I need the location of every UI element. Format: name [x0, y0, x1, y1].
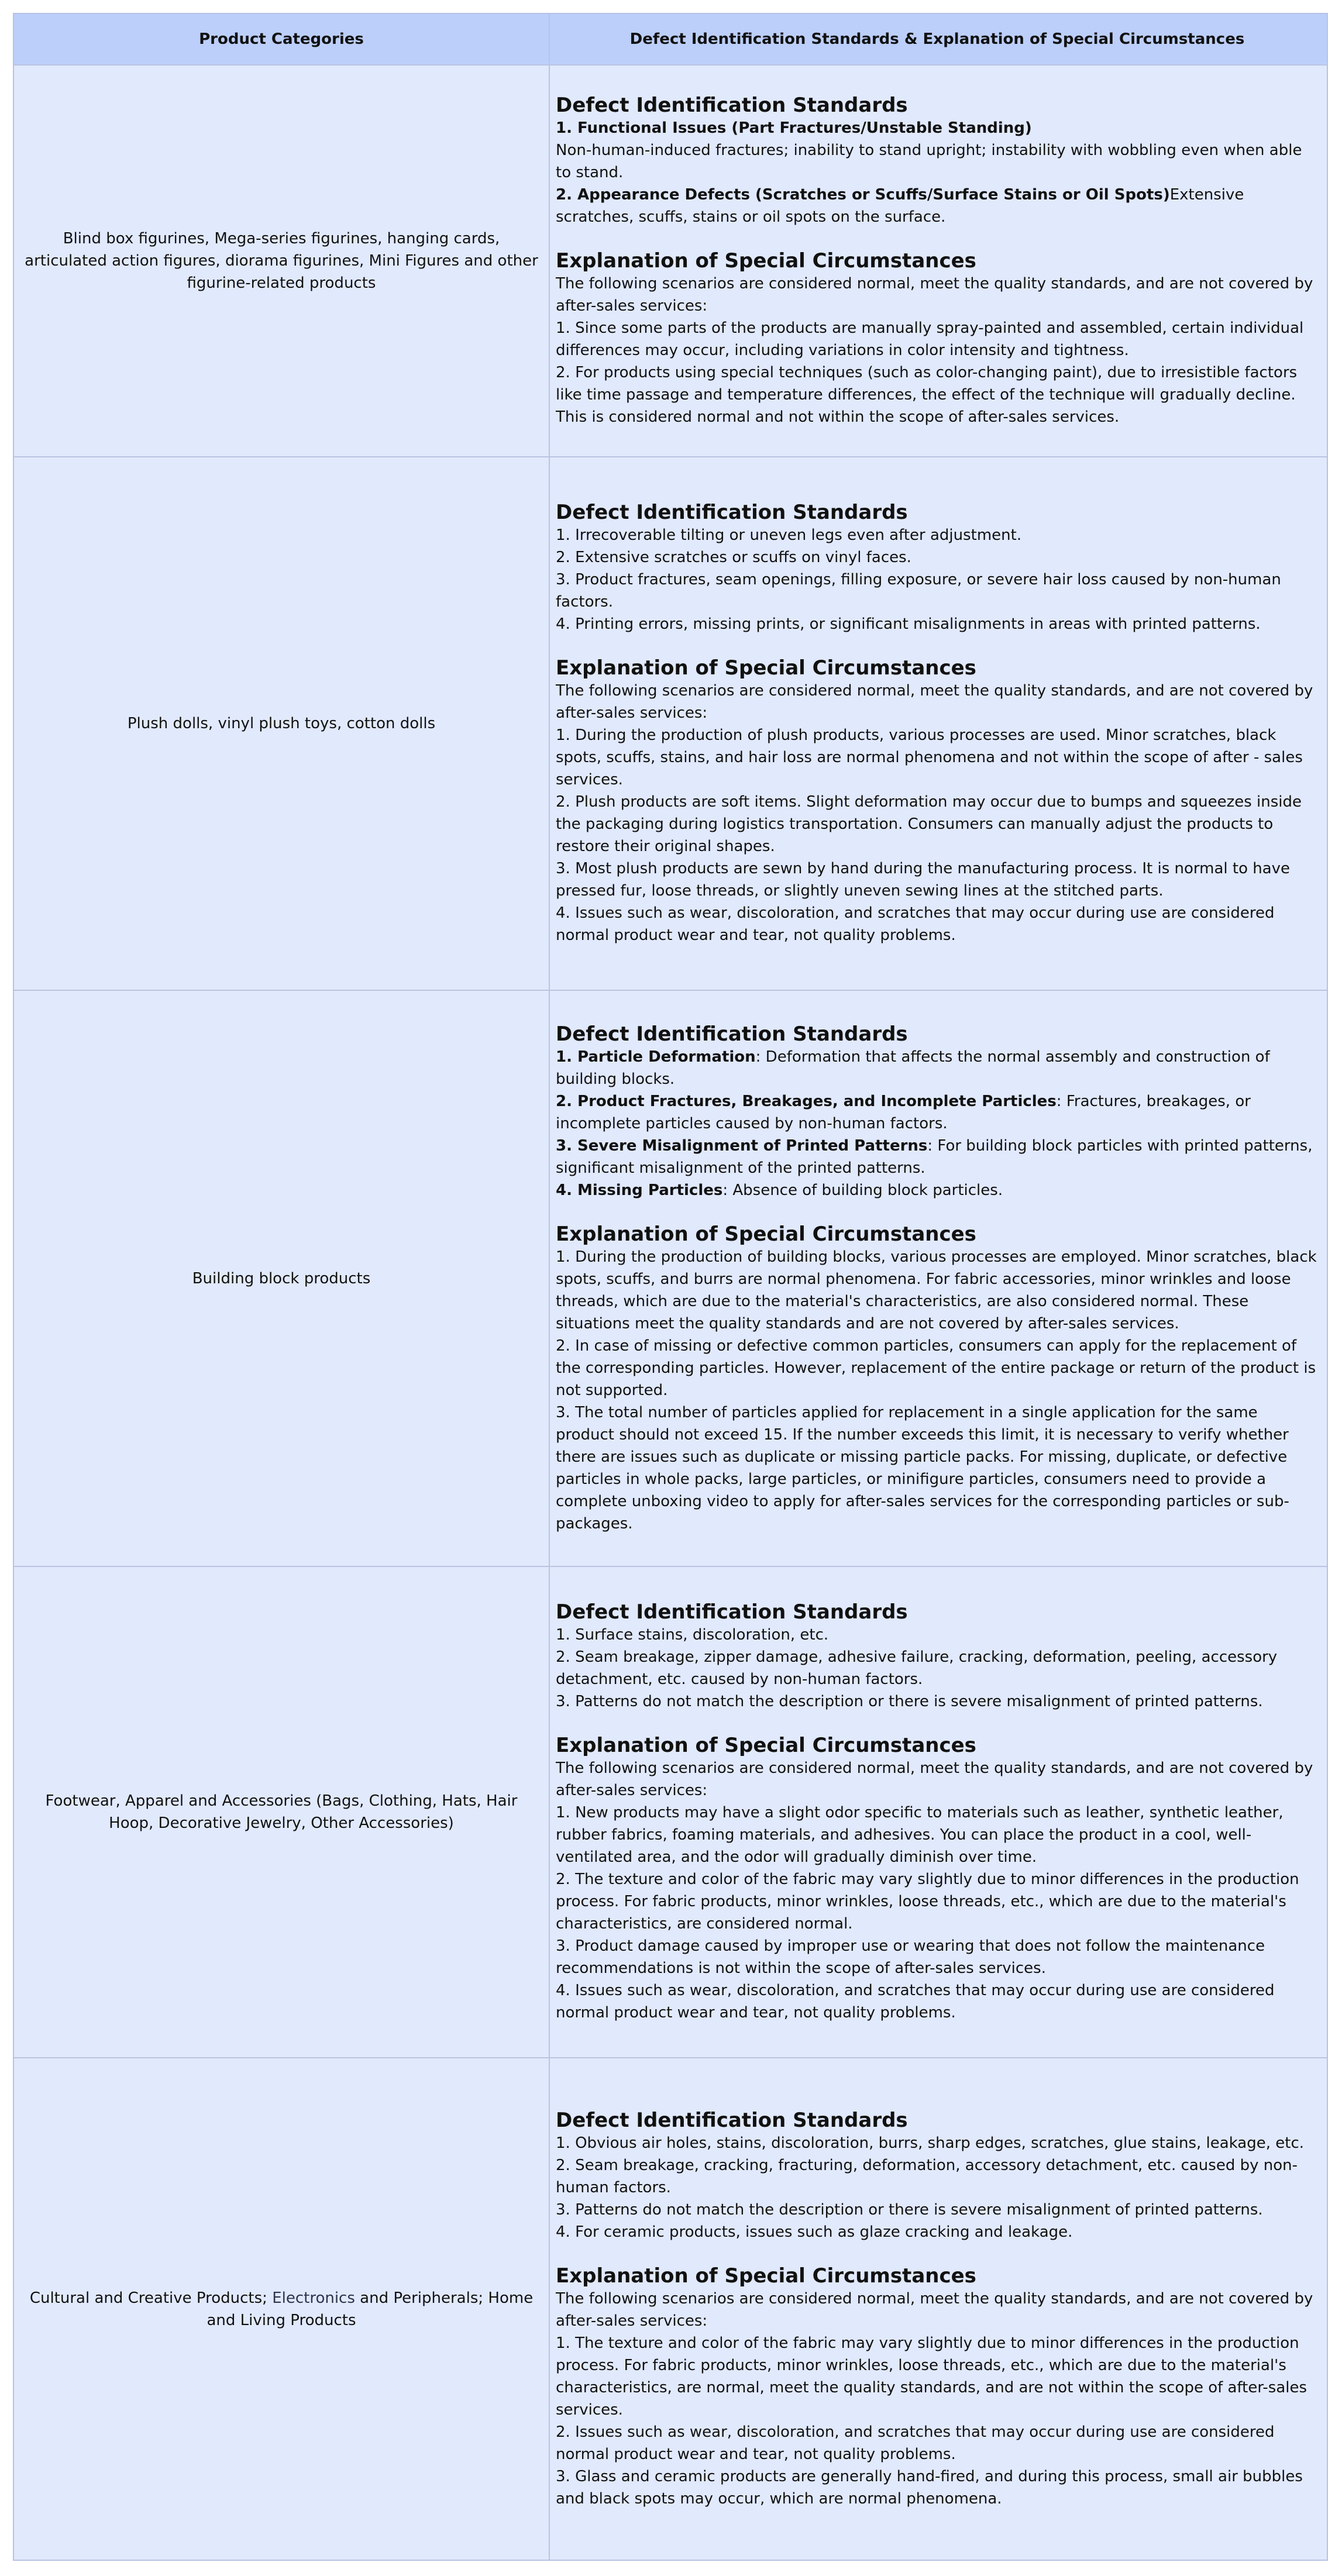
special-line: 1. New products may have a slight odor specific to materials such as leather, synthetic leather, rubber fabrics, foaming materials, and adhesives. You can place the product in a cool, well-ventilated area, and the odor will gradually diminish over time. — [556, 1804, 1283, 1866]
table-row — [14, 1567, 1327, 2058]
defect-line — [556, 1135, 1319, 1179]
defect-line: 4. For ceramic products, issues such as glaze cracking and leakage. — [556, 2223, 1073, 2241]
special-circumstances-heading: Explanation of Special Circumstances — [556, 1734, 976, 1757]
defect-line-bold: 1. Functional Issues (Part Fractures/Unstable Standing) — [556, 119, 1032, 137]
category-text — [22, 2287, 541, 2332]
table-row — [14, 991, 1327, 1567]
category-cell: Plush dolls, vinyl plush toys, cotton dolls — [14, 457, 550, 990]
header-product-categories: Product Categories — [14, 14, 550, 64]
defect-line-text: : For building block particles with printed patterns, significant misalignment of the printed patterns. — [556, 1137, 1313, 1177]
defect-line: 1. Irrecoverable tilting or uneven legs even after adjustment. — [556, 526, 1022, 544]
category-cell: Building block products — [14, 991, 550, 1566]
defect-line: 2. Seam breakage, zipper damage, adhesive failure, cracking, deformation, peeling, accessory detachment, etc. caused by non-human factors. — [556, 1648, 1278, 1688]
special-line: The following scenarios are considered normal, meet the quality standards, and are not covered by after-sales services: — [556, 682, 1313, 722]
defect-line-bold: 2. Product Fractures, Breakages, and Incomplete Particles — [556, 1092, 1057, 1110]
defect-line: 2. Seam breakage, cracking, fracturing, deformation, accessory detachment, etc. caused by non-human factors. — [556, 2156, 1298, 2196]
defect-standards-heading: Defect Identification Standards — [556, 1600, 908, 1624]
defect-line-bold: 2. Appearance Defects (Scratches or Scuffs/Surface Stains or Oil Spots) — [556, 186, 1170, 204]
defect-standards-heading: Defect Identification Standards — [556, 501, 908, 524]
defect-line — [556, 1090, 1319, 1135]
category-text-part-electronics: Electronics — [272, 2289, 355, 2307]
defect-line-text: : Fractures, breakages, or incomplete particles caused by non-human factors. — [556, 1092, 1251, 1132]
special-circumstances-heading: Explanation of Special Circumstances — [556, 1222, 976, 1246]
defect-line: 3. Patterns do not match the description or there is severe misalignment of printed patterns. — [556, 2200, 1263, 2219]
category-text-part: and Peripherals; Home and Living Products — [207, 2289, 534, 2329]
defect-standards-heading: Defect Identification Standards — [556, 94, 908, 117]
special-line: 3. The total number of particles applied for replacement in a single application for the same product should not exceed 15. If the number exceeds this limit, it is necessary to verify whether there are issues such as duplicate or missing particle packs. For missing, duplicate, or defective particles in whole packs, large particles, or minifigure particles, consumers need to provide a complete unboxing video to apply for after-sales services for the corresponding particles or sub-packages. — [556, 1403, 1289, 1532]
defect-line — [556, 117, 1319, 139]
defect-standards-heading: Defect Identification Standards — [556, 1022, 908, 1046]
special-line: 1. The texture and color of the fabric may vary slightly due to minor differences in the production process. For fabric products, minor wrinkles, loose threads, etc., which are due to the material's characteristics, are normal, meet the quality standards, and are not within the scope of after-sales services. — [556, 2334, 1307, 2419]
defect-standards-heading: Defect Identification Standards — [556, 2108, 908, 2132]
special-line: 1. During the production of building blocks, various processes are employed. Minor scratches, black spots, scuffs, and burrs are normal phenomena. For fabric accessories, minor wrinkles and loose threads, which are due to the material's characteristics, are also considered normal. These situations meet the quality standards and are not covered by after-sales services. — [556, 1248, 1317, 1332]
standards-cell — [550, 1567, 1327, 2057]
special-circumstances-heading: Explanation of Special Circumstances — [556, 2264, 976, 2288]
special-line: 2. The texture and color of the fabric may vary slightly due to minor differences in the production process. For fabric products, minor wrinkles, loose threads, etc., which are due to the material's characteristics, are considered normal. — [556, 1871, 1299, 1933]
defect-line — [556, 139, 1319, 184]
defect-line: 3. Product fractures, seam openings, filling exposure, or severe hair loss caused by non-human factors. — [556, 571, 1281, 611]
defect-line: 4. Printing errors, missing prints, or significant misalignments in areas with printed patterns. — [556, 615, 1261, 633]
defect-line-text: Extensive scratches, scuffs, stains or oil spots on the surface. — [556, 186, 1244, 226]
category-text-part: Cultural and Creative Products; — [29, 2289, 273, 2307]
category-cell: Footwear, Apparel and Accessories (Bags, Clothing, Hats, Hair Hoop, Decorative Jewelry, Other Accessories) — [14, 1567, 550, 2057]
special-circumstances-heading: Explanation of Special Circumstances — [556, 656, 976, 680]
special-circumstances-heading: Explanation of Special Circumstances — [556, 249, 976, 273]
special-line: 3. Product damage caused by improper use or wearing that does not follow the maintenance recommendations is not within the scope of after-sales services. — [556, 1937, 1265, 1977]
special-line: The following scenarios are considered normal, meet the quality standards, and are not covered by after-sales services: — [556, 275, 1313, 315]
defect-line-text: : Absence of building block particles. — [722, 1181, 1003, 1199]
standards-cell — [550, 2058, 1327, 2560]
category-cell — [14, 2058, 550, 2560]
special-line: 3. Most plush products are sewn by hand during the manufacturing process. It is normal to have pressed fur, loose threads, or slightly uneven sewing lines at the stitched parts. — [556, 860, 1291, 900]
defect-line — [556, 184, 1319, 228]
defect-line — [556, 1046, 1319, 1090]
defect-line: 1. Surface stains, discoloration, etc. — [556, 1626, 829, 1644]
special-line: 3. Glass and ceramic products are generally hand-fired, and during this process, small air bubbles and black spots may occur, which are normal phenomena. — [556, 2467, 1303, 2508]
table-row — [14, 457, 1327, 991]
header-defect-standards: Defect Identification Standards & Explanation of Special Circumstances — [629, 30, 1245, 48]
special-line: 2. Plush products are soft items. Slight deformation may occur due to bumps and squeezes inside the packaging during logistics transportation. Consumers can manually adjust the products to restore their original shapes. — [556, 793, 1302, 855]
special-line: The following scenarios are considered normal, meet the quality standards, and are not covered by after-sales services: — [556, 2289, 1313, 2330]
special-line: 4. Issues such as wear, discoloration, and scratches that may occur during use are considered normal product wear and tear, not quality problems. — [556, 1982, 1275, 2021]
special-line: The following scenarios are considered normal, meet the quality standards, and are not covered by after-sales services: — [556, 1759, 1313, 1799]
defect-line-bold: 3. Severe Misalignment of Printed Patterns — [556, 1137, 928, 1155]
defect-line: 1. Obvious air holes, stains, discoloration, burrs, sharp edges, scratches, glue stains, leakage, etc. — [556, 2134, 1305, 2152]
standards-cell — [550, 457, 1327, 990]
category-cell: Blind box figurines, Mega-series figurines, hanging cards, articulated action figures, diorama figurines, Mini Figures and other figurine-related products — [14, 66, 550, 456]
defect-line: 3. Patterns do not match the description or there is severe misalignment of printed patterns. — [556, 1693, 1263, 1710]
defect-line-text: : Deformation that affects the normal assembly and construction of building blocks. — [556, 1048, 1270, 1088]
defect-line-bold: 4. Missing Particles — [556, 1181, 723, 1199]
standards-table — [13, 13, 1328, 2561]
standards-cell — [550, 66, 1327, 456]
special-line: 2. For products using special techniques (such as color-changing paint), due to irresistible factors like time passage and temperature differences, the effect of the technique will gradually decline. This is considered normal and not within the scope of after-sales services. — [556, 364, 1298, 426]
special-line: 1. Since some parts of the products are manually spray-painted and assembled, certain individual differences may occur, including variations in color intensity and tightness. — [556, 319, 1304, 359]
special-line: 2. Issues such as wear, discoloration, and scratches that may occur during use are considered normal product wear and tear, not quality problems. — [556, 2423, 1275, 2463]
defect-line-text: Non-human-induced fractures; inability to stand upright; instability with wobbling even when able to stand. — [556, 142, 1302, 181]
standards-cell — [550, 991, 1327, 1566]
defect-line-bold: 1. Particle Deformation — [556, 1048, 756, 1066]
special-line: 4. Issues such as wear, discoloration, and scratches that may occur during use are considered normal product wear and tear, not quality problems. — [556, 904, 1275, 944]
table-header — [14, 14, 1327, 66]
table-row — [14, 66, 1327, 457]
defect-line: 2. Extensive scratches or scuffs on vinyl faces. — [556, 549, 911, 566]
special-line: 2. In case of missing or defective common particles, consumers can apply for the replacement of the corresponding particles. However, replacement of the entire package or return of the product is not supported. — [556, 1337, 1316, 1399]
special-line: 1. During the production of plush products, various processes are used. Minor scratches, black spots, scuffs, stains, and hair loss are normal phenomena and not within the scope of after - sales services. — [556, 726, 1303, 788]
defect-line — [556, 1179, 1319, 1201]
table-row — [14, 2058, 1327, 2560]
